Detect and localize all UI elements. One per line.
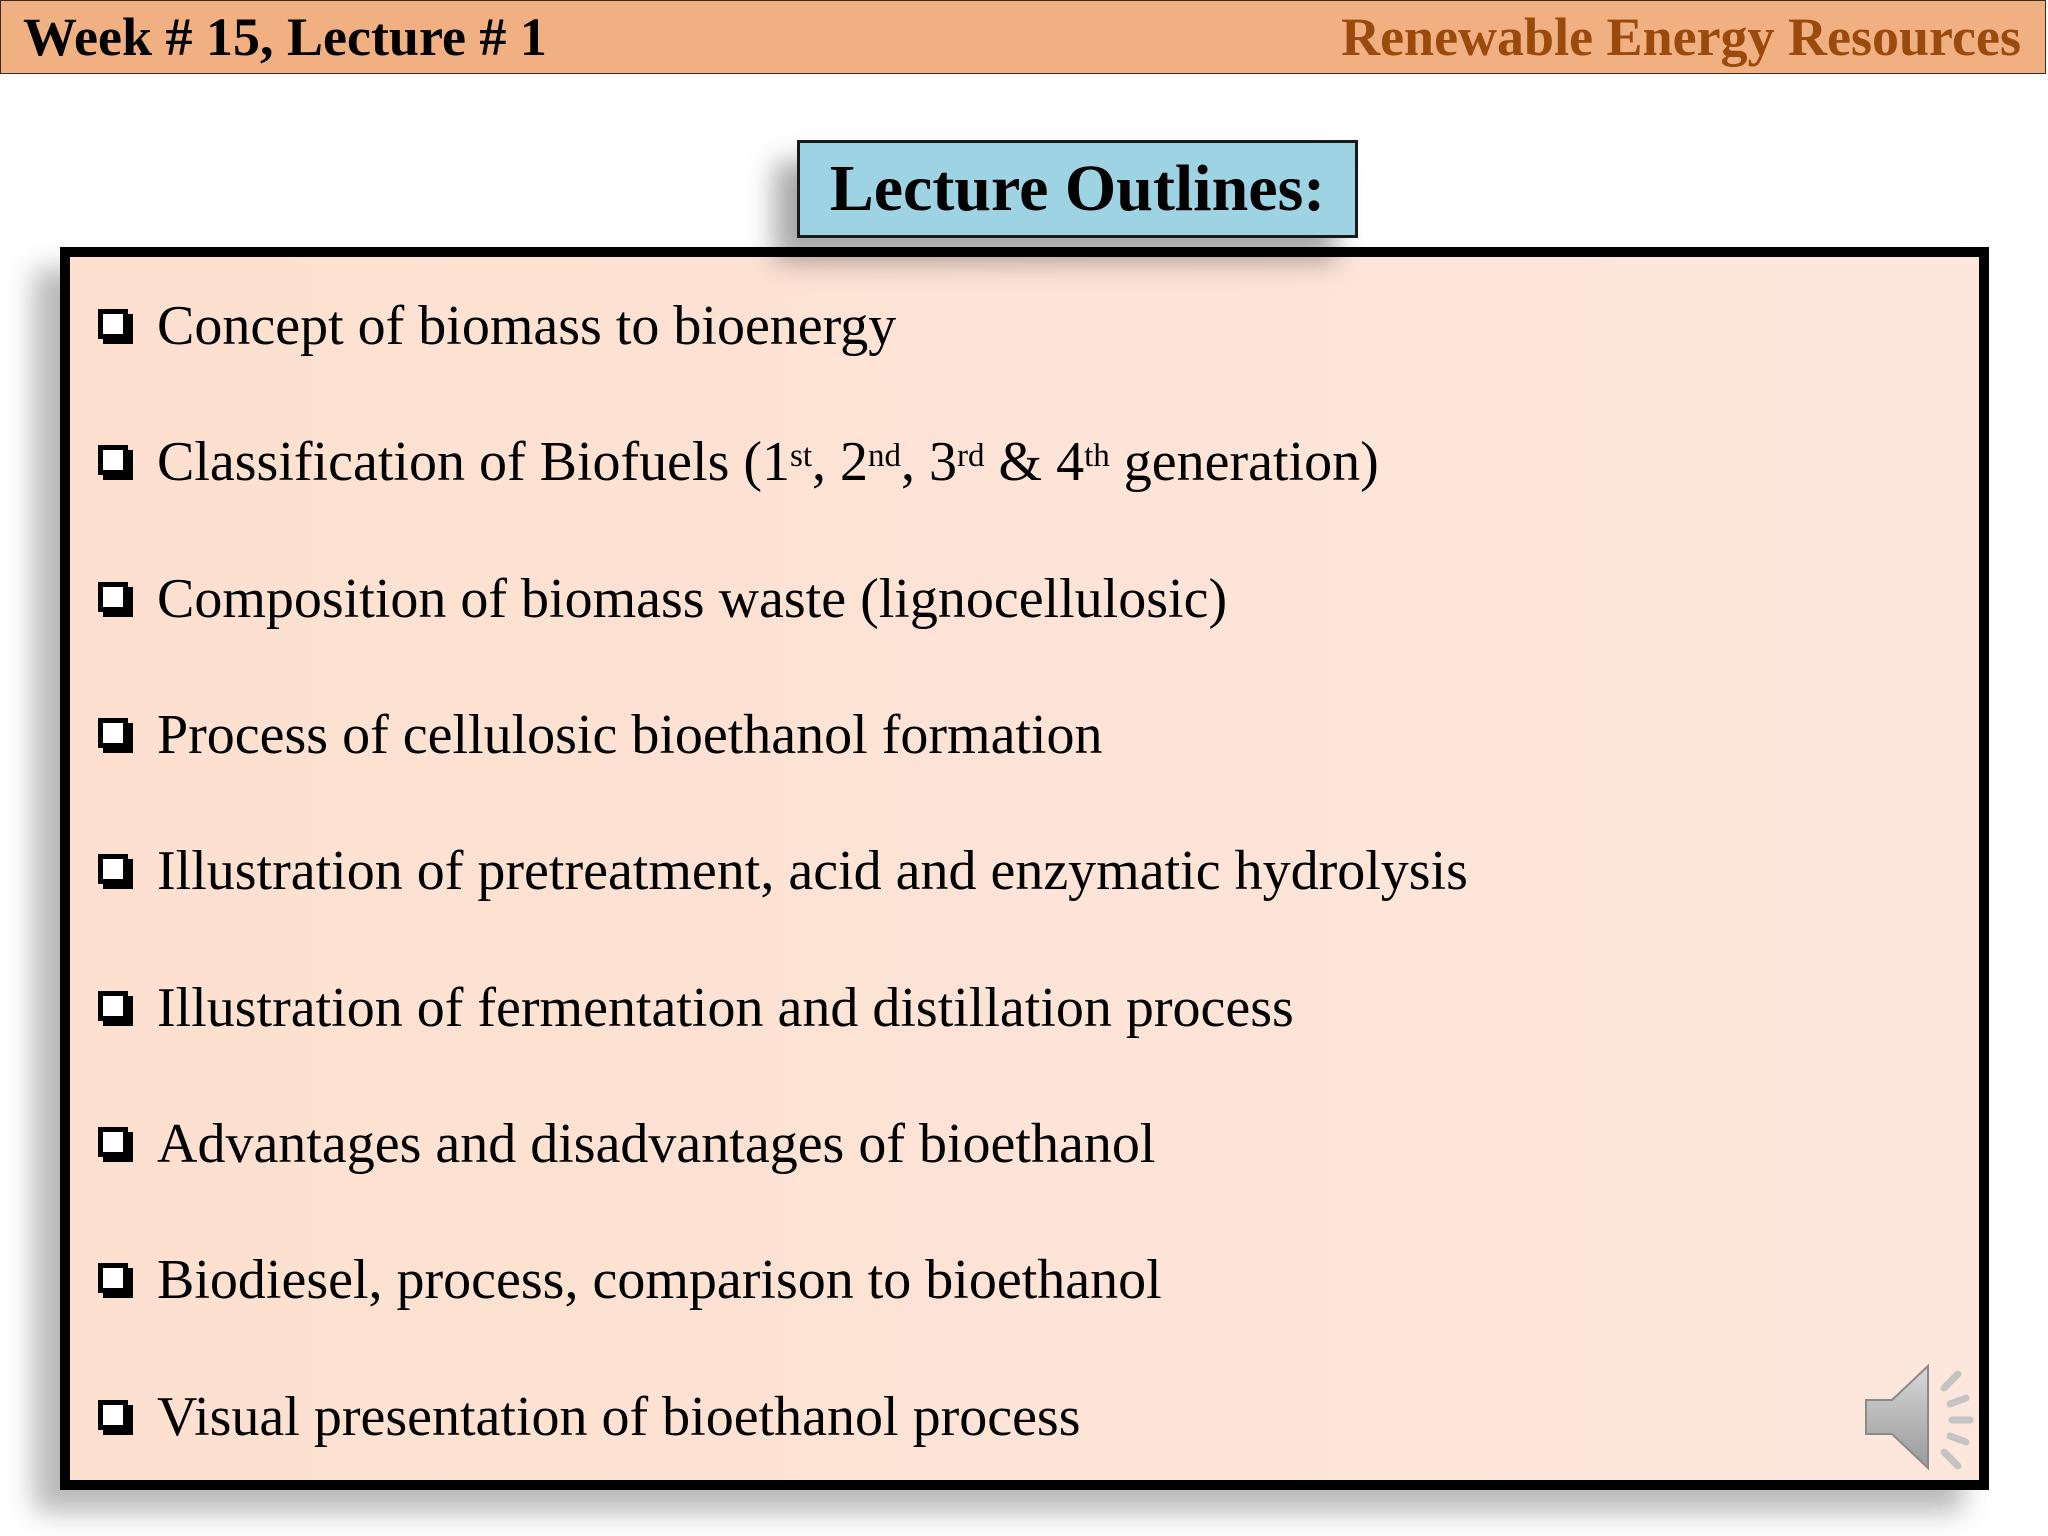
speaker-icon[interactable] bbox=[1862, 1352, 1992, 1482]
outline-item-text: Visual presentation of bioethanol process bbox=[157, 1386, 1081, 1448]
outline-item bbox=[98, 833, 1468, 909]
course-title: Renewable Energy Resources bbox=[1341, 7, 2021, 67]
checkbox-bullet-icon bbox=[98, 445, 128, 475]
outline-item bbox=[98, 970, 1294, 1046]
checkbox-bullet-icon bbox=[98, 582, 128, 612]
header-bar bbox=[0, 0, 2046, 74]
text-segment: generation) bbox=[1109, 431, 1379, 493]
outline-item-text: Concept of biomass to bioenergy bbox=[157, 295, 897, 357]
checkbox-bullet-icon bbox=[98, 309, 128, 339]
outline-item-text bbox=[157, 424, 1379, 500]
ordinal-suffix: st bbox=[790, 438, 813, 474]
outline-item-text: Composition of biomass waste (lignocellulosic) bbox=[157, 568, 1228, 630]
outline-item-text: Biodiesel, process, comparison to bioethanol bbox=[157, 1249, 1162, 1311]
outline-item bbox=[98, 1106, 1155, 1182]
checkbox-bullet-icon bbox=[98, 1127, 128, 1157]
outline-item bbox=[98, 1242, 1162, 1318]
text-segment: Classification of Biofuels (1 bbox=[157, 431, 791, 493]
outline-item-text: Illustration of pretreatment, acid and enzymatic hydrolysis bbox=[157, 840, 1468, 902]
lecture-week-label: Week # 15, Lecture # 1 bbox=[23, 7, 547, 67]
text-segment: & 4 bbox=[984, 431, 1085, 493]
lecture-outlines-title-box bbox=[797, 140, 1358, 238]
checkbox-bullet-icon bbox=[98, 1400, 128, 1430]
ordinal-suffix: nd bbox=[868, 438, 902, 474]
checkbox-bullet-icon bbox=[98, 854, 128, 884]
outline-item bbox=[98, 697, 1103, 773]
text-segment: , 2 bbox=[812, 431, 869, 493]
outline-panel bbox=[60, 247, 1989, 1490]
ordinal-suffix: th bbox=[1084, 438, 1110, 474]
page-title: Lecture Outlines: bbox=[829, 152, 1326, 225]
text-segment: , 3 bbox=[901, 431, 958, 493]
outline-item bbox=[98, 561, 1227, 637]
outline-item-text: Advantages and disadvantages of bioethanol bbox=[157, 1113, 1156, 1175]
outline-list bbox=[70, 257, 1979, 1480]
speaker-icon-graphic bbox=[1862, 1352, 1992, 1482]
checkbox-bullet-icon bbox=[98, 718, 128, 748]
outline-item bbox=[98, 1379, 1081, 1455]
outline-item-text: Illustration of fermentation and distillation process bbox=[157, 977, 1294, 1039]
checkbox-bullet-icon bbox=[98, 1263, 128, 1293]
outline-item-text: Process of cellulosic bioethanol formation bbox=[157, 704, 1103, 766]
ordinal-suffix: rd bbox=[957, 438, 985, 474]
outline-item bbox=[98, 424, 1379, 500]
outline-item bbox=[98, 288, 896, 364]
checkbox-bullet-icon bbox=[98, 991, 128, 1021]
